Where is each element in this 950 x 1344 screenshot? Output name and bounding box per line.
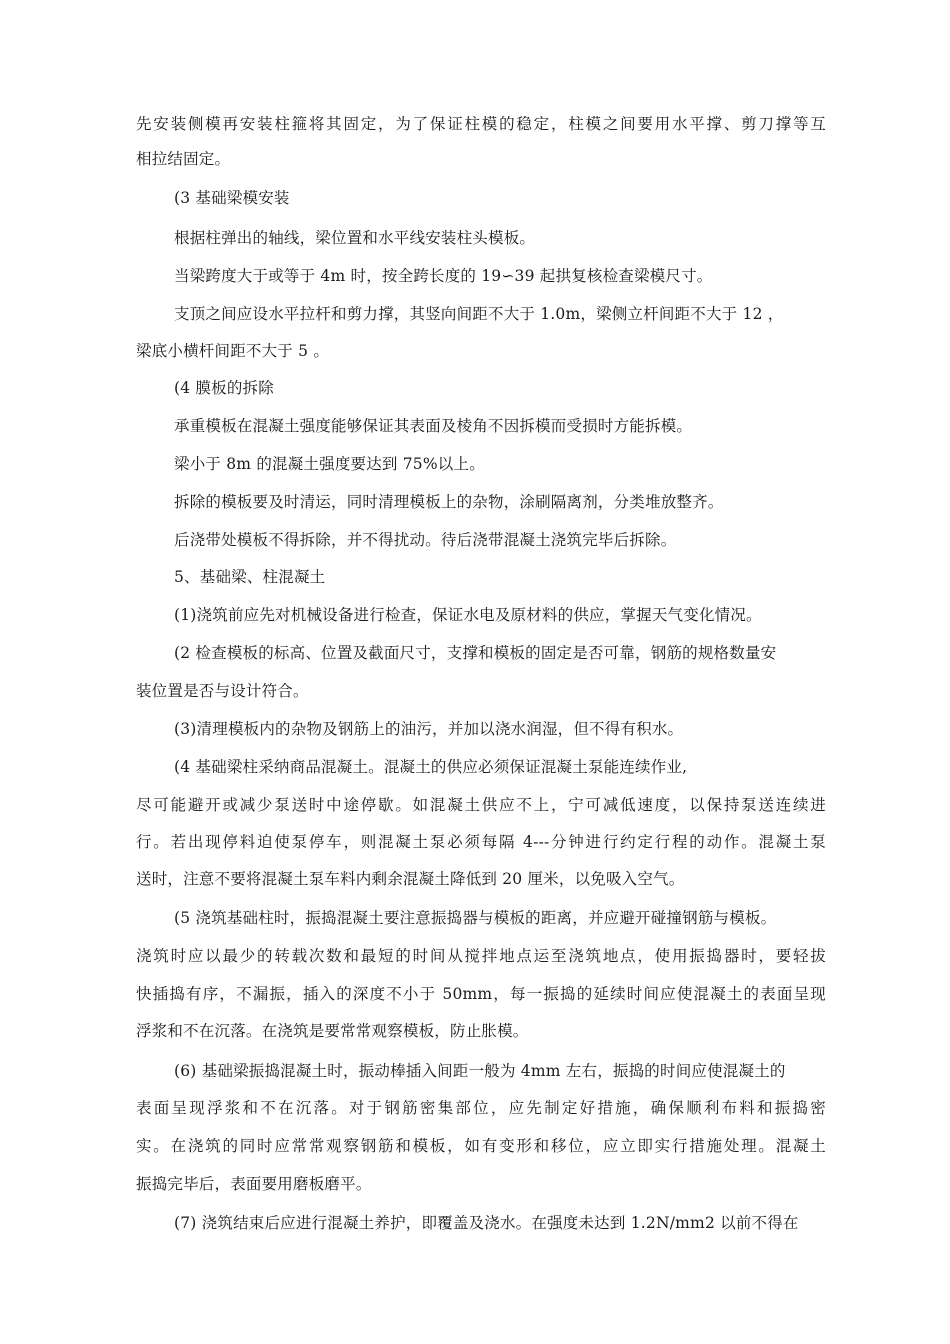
paragraph-line: 相拉结固定。	[136, 150, 231, 168]
section-heading: (3 基础梁模安装	[174, 189, 290, 207]
paragraph-line: 梁小于 8m 的混凝土强度要达到 75%以上。	[174, 455, 485, 473]
paragraph-line: (1)浇筑前应先对机械设备进行检查，保证水电及原材料的供应，掌握天气变化情况。	[174, 606, 762, 624]
paragraph-line: 行。若出现停料迫使泵停车，则混凝土泵必须每隔 4---分钟进行约定行程的动作。混凝土泵	[136, 833, 826, 851]
paragraph-line: (5 浇筑基础柱时，振捣混凝土要注意振捣器与模板的距离，并应避开碰撞钢筋与模板。	[174, 909, 777, 927]
section-heading: 5、基础梁、柱混凝土	[174, 568, 326, 586]
paragraph-line: (7) 浇筑结束后应进行混凝土养护，即覆盖及浇水。在强度未达到 1.2N/mm2 以前不得在	[174, 1214, 799, 1232]
paragraph-line: 表面呈现浮浆和不在沉落。对于钢筋密集部位，应先制定好措施，确保顺利布料和振捣密	[136, 1099, 826, 1117]
paragraph-line: 快插捣有序，不漏振，插入的深度不小于 50mm，每一振捣的延续时间应使混凝土的表面呈现	[136, 985, 826, 1003]
paragraph-line: 后浇带处模板不得拆除，并不得扰动。待后浇带混凝土浇筑完毕后拆除。	[174, 531, 677, 549]
paragraph-line: 梁底小横杆间距不大于 5 。	[136, 342, 330, 360]
paragraph-line: 根据柱弹出的轴线，梁位置和水平线安装柱头模板。	[174, 229, 536, 247]
paragraph-line: 拆除的模板要及时清运，同时清理模板上的杂物，涂刷隔离剂，分类堆放整齐。	[174, 493, 724, 511]
paragraph-line: (3)清理模板内的杂物及钢筋上的油污，并加以浇水润湿，但不得有积水。	[174, 720, 684, 738]
paragraph-line: 浮浆和不在沉落。在浇筑是要常常观察模板，防止胀模。	[136, 1022, 529, 1040]
paragraph-line: 当梁跨度大于或等于 4m 时，按全跨长度的 19∽39 起拱复核检查梁模尺寸。	[174, 267, 713, 285]
paragraph-line: 支顶之间应设水平拉杆和剪力撑，其竖向间距不大于 1.0m，梁侧立杆间距不大于 12 ，	[174, 305, 784, 323]
paragraph-line: 尽可能避开或减少泵送时中途停歇。如混凝土供应不上，宁可减低速度，以保持泵送连续进	[136, 796, 826, 814]
paragraph-line: 送时，注意不要将混凝土泵车料内剩余混凝土降低到 20 厘米，以免吸入空气。	[136, 870, 685, 888]
paragraph-line: (4 基础梁柱采纳商品混凝土。混凝土的供应必须保证混凝土泵能连续作业,	[174, 758, 688, 776]
paragraph-line: 装位置是否与设计符合。	[136, 682, 309, 700]
paragraph-line: 承重模板在混凝土强度能够保证其表面及棱角不因拆模而受损时方能拆模。	[174, 417, 693, 435]
paragraph-line: 浇筑时应以最少的转载次数和最短的时间从搅拌地点运至浇筑地点，使用振捣器时，要轻拔	[136, 947, 826, 965]
paragraph-line: 振捣完毕后，表面要用磨板磨平。	[136, 1175, 372, 1193]
paragraph-line: 实。在浇筑的同时应常常观察钢筋和模板，如有变形和移位，应立即实行措施处理。混凝土	[136, 1137, 826, 1155]
paragraph-line: (6) 基础梁振捣混凝土时，振动棒插入间距一般为 4mm 左右，振捣的时间应使混凝土的	[174, 1062, 786, 1080]
paragraph-line: (2 检查模板的标高、位置及截面尺寸，支撑和模板的固定是否可靠，钢筋的规格数量安	[174, 644, 777, 662]
paragraph-line: 先安装侧模再安装柱箍将其固定，为了保证柱模的稳定，柱模之间要用水平撑、剪刀撑等互	[136, 115, 826, 133]
section-heading: (4 膜板的拆除	[174, 379, 274, 397]
